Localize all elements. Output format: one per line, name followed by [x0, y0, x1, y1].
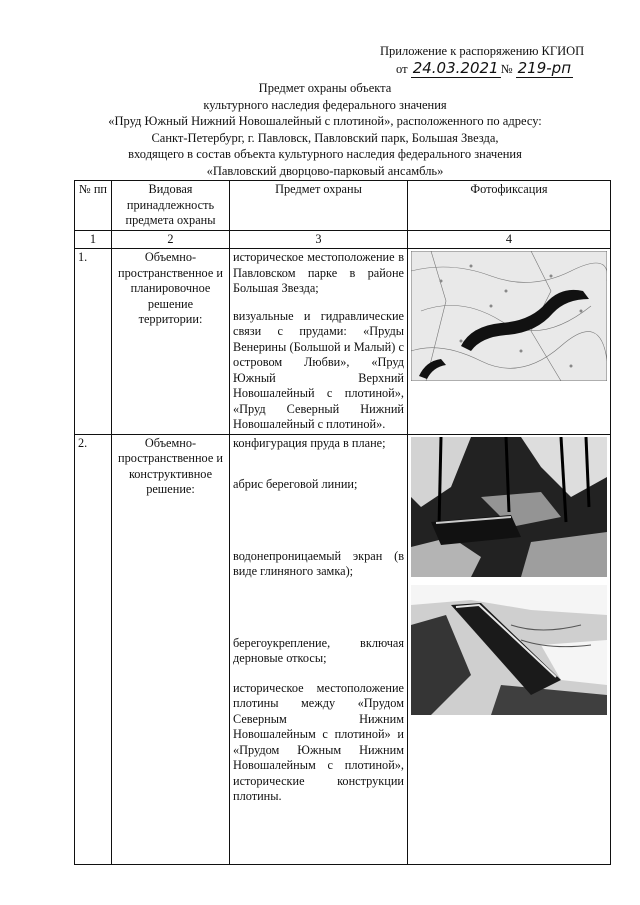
title-line: «Павловский дворцово-парковый ансамбль» [206, 163, 444, 178]
row-subject [230, 434, 408, 864]
row-number: 2. [75, 434, 112, 864]
table-row [75, 434, 611, 864]
row-category: Объемно-пространственное и планировочное решение территории: [112, 249, 230, 435]
document-title [60, 80, 590, 179]
order-date-line [396, 59, 573, 77]
subject-item: визуальные и гидравлические связи с прудами: «Пруды Венерины (Большой и Малый) с островом Любви», «Пруд Южный Верхний Новошалейный с плотиной», «Пруд Северный Нижний Новошалейный с плотиной». [233, 308, 404, 431]
subject-item: водонепроницаемый экран (в виде глиняного замка); [233, 548, 404, 578]
header-subject: Предмет охраны [230, 181, 408, 231]
title-line: «Пруд Южный Нижний Новошалейный с плотиной», расположенного по адресу: [108, 114, 542, 128]
title-line: Предмет охраны объекта [258, 81, 392, 95]
map-photo-icon [411, 251, 607, 381]
column-number: 2 [112, 230, 230, 249]
title-line: культурного наследия федерального значения [203, 97, 447, 112]
column-number-row [75, 230, 611, 249]
row-subject [230, 249, 408, 435]
pond-photo-icon [411, 437, 607, 577]
subject-item: историческое местоположение плотины между «Прудом Северным Нижним Новошалейным с плотиной» и «Прудом Южным Нижним Новошалейным с плотиной», исторические конструкции плотины. [233, 680, 404, 803]
number-prefix: № [500, 62, 513, 76]
column-number: 1 [75, 230, 112, 249]
title-line: входящего в состав объекта культурного наследия федерального значения [128, 147, 522, 161]
column-number: 4 [408, 230, 611, 249]
title-line: Санкт-Петербург, г. Павловск, Павловский парк, Большая Звезда, [151, 130, 499, 145]
photo-cell [408, 249, 611, 435]
annex-line: Приложение к распоряжению КГИОП [380, 44, 585, 58]
row-number: 1. [75, 249, 112, 435]
subject-item: историческое местоположение в Павловском парке в районе Большая Звезда; [233, 250, 404, 295]
header-number: № пп [75, 181, 112, 231]
order-number: 219-рп [517, 59, 572, 77]
photo-cell [408, 434, 611, 864]
row-category: Объемно-пространственное и конструктивное решение: [112, 434, 230, 864]
table-row [75, 249, 611, 435]
header-photo: Фотофиксация [408, 181, 611, 231]
subject-item: абрис береговой линии; [233, 477, 358, 491]
order-date: 24.03.2021 [412, 59, 499, 77]
subject-item: берегоукрепление, включая дерновые откосы; [233, 635, 404, 665]
subject-item: конфигурация пруда в плане; [233, 435, 386, 450]
table-header-row [75, 181, 611, 231]
protection-table [74, 180, 611, 865]
dam-photo-icon [411, 585, 607, 715]
column-number: 3 [230, 230, 408, 249]
date-prefix: от [396, 62, 408, 76]
header-category: Видовая принадлежность предмета охраны [112, 181, 230, 231]
